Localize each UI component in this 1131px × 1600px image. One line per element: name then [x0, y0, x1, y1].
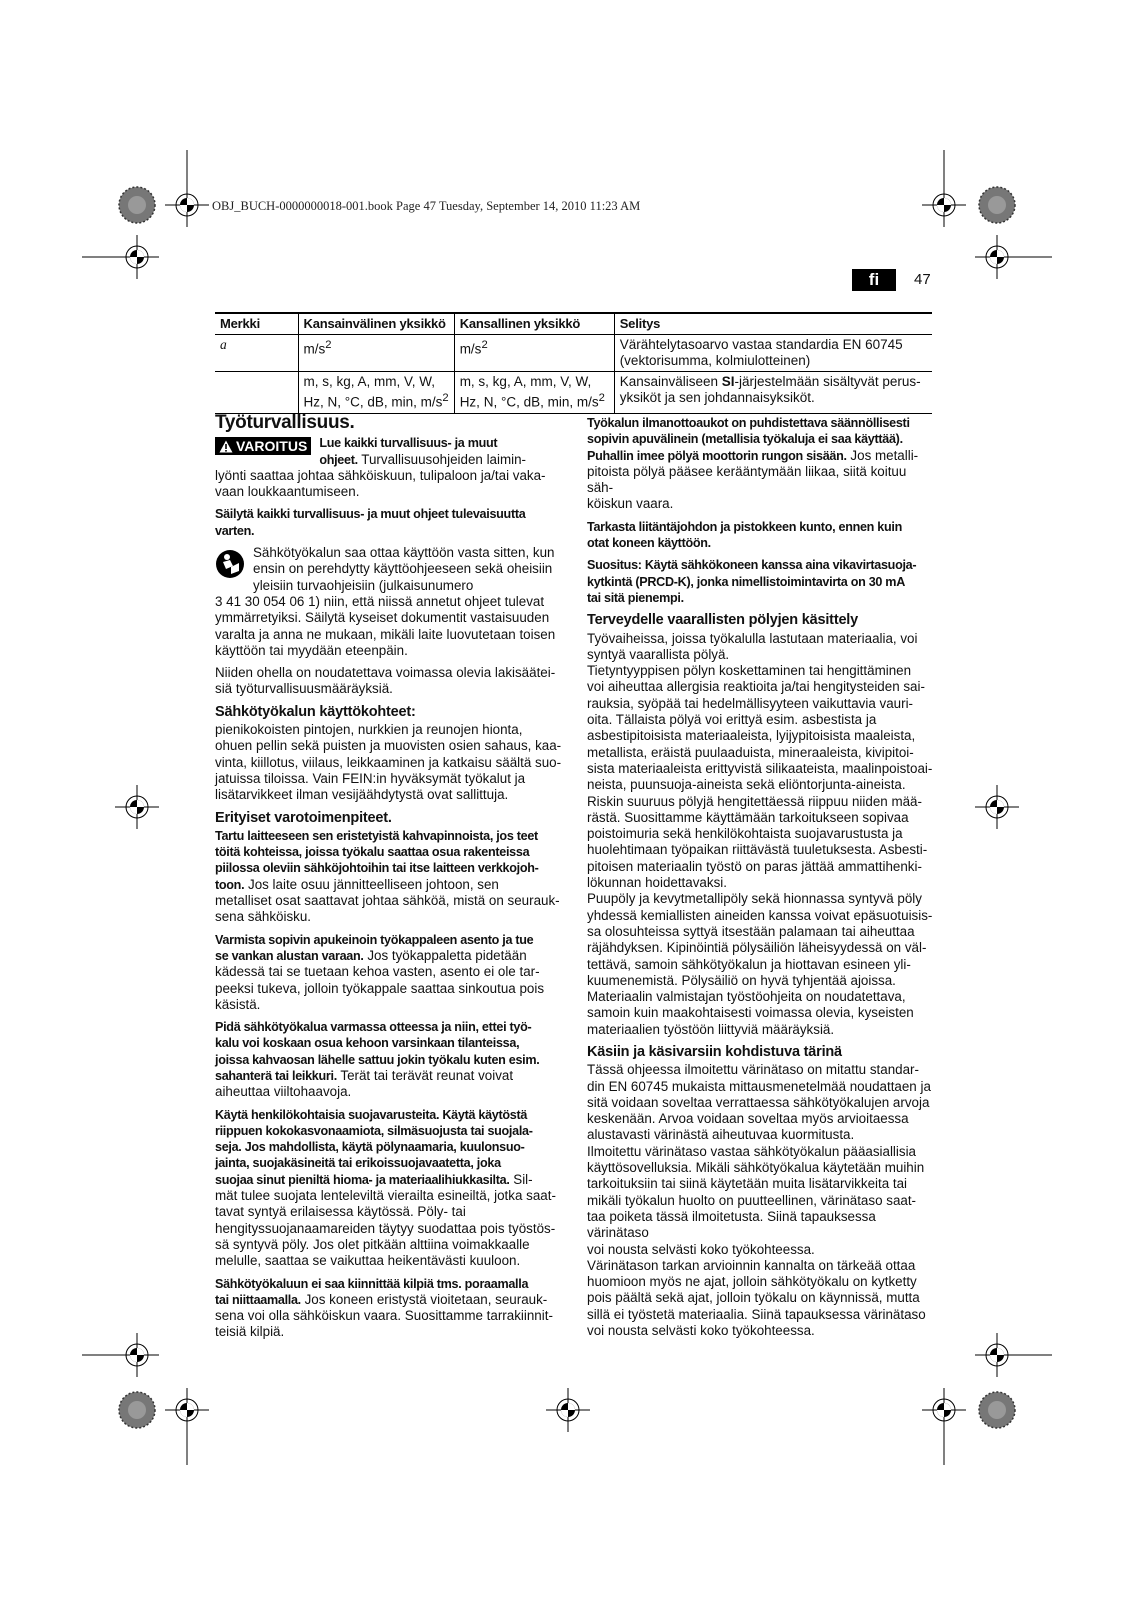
paragraph: Työkalun ilmanottoaukot on puhdistettava säännöllisesti sopivin apuvälinein (metallisia työkaluja ei saa käyttää). Puhallin imee pölyä moottorin rungon sisään. Jos metalli- pitoista pölyä pääsee kerääntymään liikaa, siitä koituu säh- köiskun vaara. [587, 416, 919, 512]
table-cell-national: m, s, kg, A, mm, V, W, Hz, N, °C, dB, min, $m/s^2$ [454, 372, 614, 414]
warning-label: VAROITUS [236, 438, 308, 455]
paragraph: Tartu laitteeseen sen eristetyistä kahvapinnoista, jos teet töitä kohteissa, joissa työkalu saattaa osua rakenteissa piilossa oleviin sähköjohtoihin tai itse laitteen verkkojoh- toon. Jos laite osuu jännitteelliseen johtoon, sen metalliset osat saattavat johtaa sähköä, mistä on seurauk- sena sähköisku. [215, 828, 560, 925]
language-badge: fi [852, 269, 896, 291]
paragraph: Tietyntyyppisen pölyn koskettaminen tai hengittäminen voi aiheuttaa allergisia reaktioita ja/tai hengitysteiden sai- rauksia, syöpää tai hedelmällisyyteen vaikuttavia vauri- oita. Tällaista pölyä voi erittyä esim. asbestista ja asbestipitoisista materiaaleista, lyijypitoisista maaleista, metallista, eräistä puulaaduista, mineraaleista, kivipitoi- sista materiaaleista erittyvistä silikaateista, maalinpoistoai- neista, puunsuoja-aineista sekä eliöntorjunta-aineista. Riskin suuruus pölyjä hengitettäessä riippuu niiden mää- rästä. Suosittamme käyttämään tarkoitukseen sopivaa poistoimuria sekä henkilökohtaista suojavarustusta ja huolehtimaan työpaikan riittävästä tuuletuksesta. Asbesti- pitoisen materiaalin työstö on paras jättää ammattihenki- lökunnan hoidettavaksi. [587, 663, 933, 891]
page-number: 47 [914, 271, 931, 288]
paragraph: Sähkötyökaluun ei saa kiinnittää kilpiä tms. poraamalla tai niittaamalla. Jos koneen eristystä vioitetaan, seurauk- sena voi olla sähköiskun vaara. Suosittamme tarrakiinnit- teisiä kilpiä. [215, 1276, 553, 1340]
warning-badge [215, 437, 311, 455]
right-column [587, 415, 935, 1345]
paragraph: Sähkötyökalun saa ottaa käyttöön vasta sitten, kun ensin on perehdytty käyttöohjeeseen sekä oheisiin yleisiin turvaohjeisiin (julkaisunumero [253, 545, 555, 593]
table-header-cell: Merkki [215, 313, 298, 335]
crosshair-top-right [922, 183, 966, 227]
paragraph: Työvaiheissa, joissa työkalulla lastutaan materiaalia, voi syntyä vaarallista pölyä. [587, 630, 918, 662]
star-target-bottom-left [119, 1392, 155, 1428]
paragraph: Puupöly ja kevytmetallipöly sekä hionnassa syntyvä pöly yhdessä kemiallisten aineiden kanssa voivat epäsuotuisis- sa olosuhteissa syttyä itsestään palamaan tai aiheuttaa räjähdyksen. Kipinöintiä pölysäiliön läheisyydessä on väl- tettävä, samoin sähkötyökalun ja hiottavan esineen yli- kuumenemistä. Pölysäiliö on hyvä tyhjentää ajoissa. Materiaalin valmistajan työstöohjeita on noudatettava, samoin kuin maakohtaisesti voimassa olevia, kyseisten materiaalien työstöön liittyviä määräyksiä. [587, 891, 933, 1037]
subheading: Sähkötyökalun käyttökohteet: [215, 703, 416, 720]
crosshair-bottom-left [165, 1388, 209, 1432]
warning-bold-text: Lue kaikki turvallisuus- ja muut [319, 436, 498, 451]
units-table [215, 312, 932, 414]
paragraph: 3 41 30 054 06 1) niin, että niissä annetut ohjeet tulevat ymmärretyiksi. Säilytä kyseiset dokumentit vastaisuuden varalta ja anna ne mukaan, mikäli laite luovutetaan toisen käyttöön tai myydään eteenpäin. [215, 593, 556, 658]
table-header-row [215, 313, 932, 335]
table-header-cell: Kansainvälinen yksikkö [298, 313, 454, 335]
crosshair-right-lower [975, 1333, 1019, 1377]
table-row [215, 372, 932, 414]
table-cell-intl: $m/s^2$ [298, 335, 454, 372]
crosshair-left-lower [115, 1333, 159, 1377]
table-header-cell: Kansallinen yksikkö [454, 313, 614, 335]
crosshair-right-middle [975, 785, 1019, 829]
paragraph-bold: Tarkasta liitäntäjohdon ja pistokkeen kunto, ennen kuin otat koneen käyttöön. [587, 519, 902, 551]
section-title: Työturvallisuus. [215, 412, 355, 433]
crosshair-top-left [165, 183, 209, 227]
subheading: Käsiin ja käsivarsiin kohdistuva tärinä [587, 1043, 842, 1060]
crosshair-bottom-center [546, 1388, 590, 1432]
paragraph: pienikokoisten pintojen, nurkkien ja reunojen hionta, ohuen pellin sekä puisten ja muovisten osien sahaus, kaa- vinta, kiillotus, viilaus, leikkaaminen ja katkaisu säältä suo- jatuissa tiloissa. Vain FEIN:in hyväksymät työkalut ja lisätarvikkeet ilman vesijäähdytystä ovat sallittuja. [215, 722, 562, 803]
crosshair-left-middle [115, 785, 159, 829]
table-cell-symbol: a [215, 335, 298, 372]
paragraph: Niiden ohella on noudatettava voimassa olevia lakisäätei- siä työturvallisuusmääräyksiä. [215, 665, 556, 697]
subheading: Erityiset varotoimenpiteet. [215, 809, 392, 826]
star-target-top-right [979, 187, 1015, 223]
table-cell-explanation: Kansainväliseen SI-järjestelmään sisältyvät perus- yksiköt ja sen johdannaisyksiköt. [614, 372, 932, 414]
paragraph-bold: Säilytä kaikki turvallisuus- ja muut ohjeet tulevaisuutta varten. [215, 507, 526, 538]
table-cell-intl: m, s, kg, A, mm, V, W, Hz, N, °C, dB, min, $m/s^2$ [298, 372, 454, 414]
crosshair-right-upper [975, 235, 1019, 279]
table-cell-national: $m/s^2$ [454, 335, 614, 372]
subheading: Terveydelle vaarallisten pölyjen käsittely [587, 612, 859, 629]
warning-block: VAROITUS Lue kaikki turvallisuus- ja muut ohjeet. Turvallisuusohjeiden laimin- [215, 435, 565, 468]
read-manual-icon [215, 549, 245, 579]
table-cell-explanation: Värähtelytasoarvo vastaa standardia EN 60745 (vektorisumma, kolmiulotteinen) [614, 335, 932, 372]
table-header-cell: Selitys [614, 313, 932, 335]
crosshair-left-upper [115, 235, 159, 279]
crosshair-bottom-right [922, 1388, 966, 1432]
paragraph-bold: Suositus: Käytä sähkökoneen kanssa aina vikavirtasuoja- kytkintä (PRCD-K), jonka nimellistoimintavirta on 30 mA tai sitä pienempi. [587, 558, 917, 605]
read-manual-block [215, 545, 565, 594]
star-target-top-left [119, 187, 155, 223]
paragraph: Varmista sopivin apukeinoin työkappaleen asento ja tue se vankan alustan varaan. Jos työkappaletta pidetään kädessä tai se tuetaan kehoa vasten, asento ei ole tar- peeksi tukeva, jolloin työkappale saattaa sinkoutua pois käsistä. [215, 932, 545, 1012]
paragraph: Ilmoitettu värinätaso vastaa sähkötyökalun pääasiallisia käyttösovelluksia. Mikäli sähkötyökalua käytetään muihin tarkoituksiin tai siinä käytetään muita lisätarvikkeita tai mikäli työkalun huolto on puutteellinen, värinätaso saat- taa poiketa tässä ilmoitetusta. Siinä tapauksessa värinätaso voi nousta selvästi koko työkohteessa. [587, 1143, 925, 1257]
book-header-line: OBJ_BUCH-0000000018-001.book Page 47 Tuesday, September 14, 2010 11:23 AM [212, 199, 641, 213]
table-row [215, 335, 932, 372]
left-column [215, 412, 565, 1347]
table-cell-symbol [215, 372, 298, 414]
star-target-bottom-right [979, 1392, 1015, 1428]
paragraph: Tässä ohjeessa ilmoitettu värinätaso on mitattu standar- din EN 60745 mukaista mittausmenetelmää noudattaen ja sitä voidaan soveltaa verrattaessa sähkötyökalujen arvoja keskenään. Arvoa voidaan soveltaa myös arvioitaessa alustavasti värinästä aiheutuvaa kuormitusta. [587, 1062, 931, 1143]
warning-triangle-icon [219, 440, 233, 453]
paragraph: Värinätason tarkan arvioinnin kannalta on tärkeää ottaa huomioon myös ne ajat, jolloin sähkötyökalu on kytketty pois päältä sekä ajat, jolloin työkalu on käynnissä, mutta sillä ei työstetä materiaalia. Siinä tapauksessa värinätaso voi nousta selvästi koko työkohteessa. [587, 1257, 926, 1339]
paragraph: lyönti saattaa johtaa sähköiskuun, tulipaloon ja/tai vaka- vaan loukkaantumiseen. [215, 467, 546, 500]
paragraph: Pidä sähkötyökalua varmassa otteessa ja niin, ettei työ- kalu voi koskaan osua kehoon varsinkaan tilanteissa, joissa kahvaosan lähelle sattuu jokin työkalu kuten esim. sahanterä tai leikkuri. Terät tai terävät reunat voivat aiheuttaa viiltohaavoja. [215, 1020, 540, 1100]
paragraph: Käytä henkilökohtaisia suojavarusteita. Käytä käytöstä riippuen kokokasvonaamiota, silmäsuojusta tai suojala- seja. Jos mahdollista, käytä pölynaamaria, kuulonsuo- jainta, suojakäsineitä tai erikoissuojavaatetta, joka suojaa sinut pieniltä hioma- ja materiaalihiukkasilta. Sil- mät tulee suojata lenteleviltä vierailta esineiltä, jotka saat- tavat syntyä erilaisessa käytössä. Pöly- tai hengityssuojanaamareiden täytyy suodattaa pois työstös- sä syntyvä pöly. Jos olet pitkään alttiina voimakkaalle melulle, saattaa se vaikuttaa heikentävästi kuuloon. [215, 1107, 556, 1269]
